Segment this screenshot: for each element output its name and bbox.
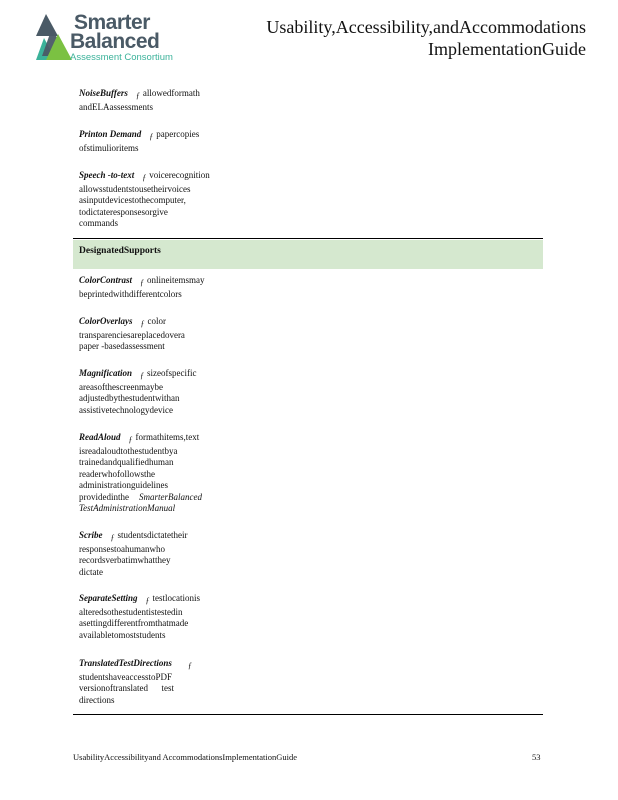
entry-line: providedinthe [79, 491, 129, 502]
entry-line: availabletomoststudents [79, 629, 166, 640]
entry-line: color [147, 316, 166, 326]
entry-line-italic: TestAdministrationManual [79, 503, 176, 513]
entry-line: asettingdifferentfromthatmade [79, 618, 189, 628]
title-line-2: ImplementationGuide [428, 39, 586, 59]
entry-line: sizeofspecific [147, 368, 197, 378]
logo-tagline: Assessment Consortium [70, 52, 173, 63]
entry-speech-to-text [79, 170, 229, 230]
entry-line: transparenciesareplacedovera [79, 329, 185, 340]
entry-line: paper -basedassessment [79, 341, 165, 351]
entry-term: TranslatedTestDirections [79, 658, 172, 668]
entry-line-italic: SmarterBalanced [139, 491, 202, 502]
entry-line: administrationguidelines [79, 480, 168, 490]
entry-line: todictateresponsesorgive [79, 206, 168, 217]
entry-line: asinputdevicestothecomputer, [79, 195, 186, 205]
entry-term: Magnification [79, 368, 133, 378]
entry-line: formathitems,text [135, 432, 200, 442]
entry-line: versionoftranslated test [79, 683, 174, 693]
entry-line: alteredsothestudentistestedin [79, 606, 183, 617]
mark-glyph: ƒ [140, 278, 145, 287]
entry-line: responsestoahumanwho [79, 543, 165, 554]
entry-print-on-demand [79, 129, 229, 154]
entry-line: adjustedbythestudentwithan [79, 393, 180, 403]
mark-glyph: ƒ [149, 132, 154, 141]
entry-line: assistivetechnologydevice [79, 404, 173, 415]
entry-line: ofstimulioritems [79, 142, 139, 153]
entry-magnification [79, 368, 229, 416]
mark-glyph: ƒ [128, 435, 133, 444]
entry-line: commands [79, 218, 118, 228]
entry-line: areasofthescreenmaybe [79, 381, 163, 392]
entry-line: trainedandqualifiedhuman [79, 457, 174, 467]
mark-glyph: ƒ [187, 661, 192, 670]
title-line-1: Usability,Accessibility,andAccommodations [266, 17, 586, 37]
smarter-balanced-logo [36, 12, 186, 64]
entry-line: beprintedwithdifferentcolors [79, 288, 182, 299]
entry-term: Printon Demand [79, 129, 142, 139]
entry-term: SeparateSetting [79, 593, 138, 603]
entry-line: studentshaveaccesstoPDF [79, 671, 172, 682]
entry-line: recordsverbatimwhatthey [79, 555, 171, 565]
mark-glyph: ƒ [142, 173, 147, 182]
entry-color-contrast [79, 275, 229, 300]
entry-line: allowsstudentstousetheirvoices [79, 183, 191, 194]
entry-line: voicerecognition [149, 170, 210, 180]
entry-line: andELAassessments [79, 101, 153, 112]
logo-word-smarter: Smarter [74, 11, 150, 34]
entry-read-aloud [79, 432, 229, 515]
mark-glyph: ƒ [145, 596, 150, 605]
entry-term: Speech -to-text [79, 170, 135, 180]
section-divider-top [73, 238, 543, 239]
entry-translated-test-directions [79, 658, 229, 706]
entry-line: testlocationis [152, 593, 201, 603]
entry-term: ReadAloud [79, 432, 121, 442]
entry-term: Scribe [79, 530, 103, 540]
mark-glyph: ƒ [140, 319, 145, 328]
section-label: DesignatedSupports [79, 246, 161, 256]
mark-glyph: ƒ [110, 533, 115, 542]
page-title [266, 16, 586, 60]
entry-scribe [79, 530, 229, 578]
entry-noise-buffers [79, 88, 229, 113]
section-divider-bottom [73, 714, 543, 715]
logo-word-balanced: Balanced [70, 30, 160, 53]
entry-line: allowedformath [142, 88, 200, 98]
entry-line: papercopies [156, 129, 200, 139]
mark-glyph: ƒ [140, 371, 145, 380]
entry-term: NoiseBuffers [79, 88, 128, 98]
entry-line: directions [79, 694, 115, 705]
entry-line: isreadaloudtothestudentbya [79, 445, 178, 456]
page-number: 53 [532, 752, 541, 762]
entry-line: onlineitemsmay [147, 275, 205, 285]
entry-term: ColorContrast [79, 275, 133, 285]
entry-line: studentsdictatetheir [117, 530, 188, 540]
mark-glyph: ƒ [135, 91, 140, 100]
entry-separate-setting [79, 593, 229, 641]
entry-line: dictate [79, 566, 103, 577]
section-header-band [73, 240, 543, 269]
entry-line: readerwhofollowsthe [79, 468, 155, 479]
entry-color-overlays [79, 316, 229, 353]
footer-title: UsabilityAccessibilityand AccommodationsImplementationGuide [73, 752, 298, 762]
entry-term: ColorOverlays [79, 316, 133, 326]
